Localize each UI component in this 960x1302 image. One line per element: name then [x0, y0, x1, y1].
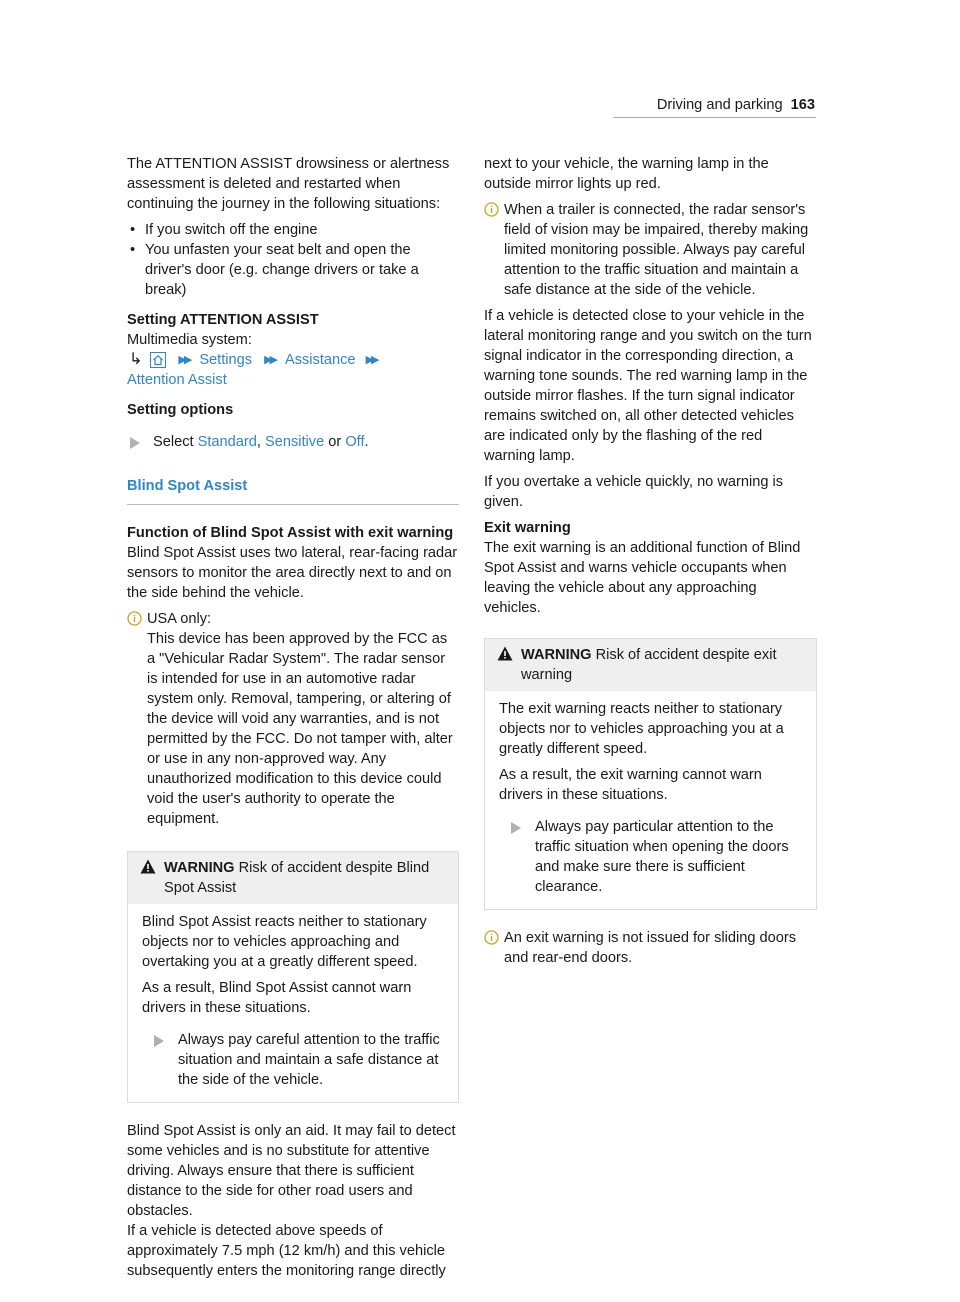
section-title: Driving and parking: [656, 97, 783, 113]
usa-title: USA only:: [147, 611, 212, 627]
info-icon: [484, 930, 499, 945]
options-heading: Setting options: [127, 402, 234, 418]
select-step: Select Standard, Sensitive or Off.: [127, 432, 459, 452]
warning-title: Risk of accident despite exit warning: [521, 647, 777, 683]
detect-paragraph: If a vehicle is detected above speeds of approximately 7.5 mph (12 km/h) and this vehicle subsequently enters the monitoring range directly: [127, 1223, 446, 1279]
function-heading: Function of Blind Spot Assist with exit warning: [127, 525, 454, 541]
turn-signal-paragraph: If a vehicle is detected close to your vehicle in the lateral monitoring range and you switch on the turn signal indicator in the corresponding direction, a warning tone sounds. The red warning lamp in the outside mirror flashes. If the turn signal indicator remains switched on, all other detected vehicles are indicated only by the flashing of the red warning lamp.: [484, 308, 812, 464]
warning-text: As a result, the exit warning cannot warn drivers in these situations.: [499, 767, 762, 803]
info-icon: [127, 611, 142, 626]
step-triangle-icon: [154, 1035, 164, 1047]
header-divider: [613, 117, 816, 118]
exit-warning-paragraph: The exit warning is an additional function of Blind Spot Assist and warns vehicle occupants when leaving the vehicle about any approaching vehicles.: [484, 540, 801, 616]
warning-title: Risk of accident despite Blind Spot Assist: [164, 860, 430, 896]
warning-step: Always pay careful attention to the traffic situation and maintain a safe distance at the side of the vehicle.: [142, 1030, 444, 1090]
function-paragraph: Blind Spot Assist uses two lateral, rear-facing radar sensors to monitor the area directly next to and on the side behind the vehicle.: [127, 545, 458, 601]
warning-text: As a result, Blind Spot Assist cannot warn drivers in these situations.: [142, 980, 412, 1016]
page-number: 163: [790, 97, 815, 113]
home-icon[interactable]: [150, 352, 166, 368]
double-chevron-right-icon: ▶▶: [365, 354, 377, 366]
right-column: [484, 154, 817, 968]
setting-heading: Setting ATTENTION ASSIST: [127, 312, 319, 328]
menu-path: [127, 350, 459, 390]
overtake-paragraph: If you overtake a vehicle quickly, no warning is given.: [484, 474, 784, 510]
warning-box: [484, 638, 817, 910]
warning-box: [127, 851, 459, 1103]
warning-triangle-icon: [497, 646, 513, 661]
warning-text: The exit warning reacts neither to stationary objects nor to vehicles approaching you at a greatly different speed.: [499, 701, 784, 757]
list-item: • If you switch off the engine: [127, 220, 459, 240]
double-chevron-right-icon: ▶▶: [264, 354, 275, 366]
double-chevron-right-icon: ▶▶: [178, 354, 190, 366]
attention-assist-link[interactable]: Attention Assist: [127, 372, 227, 388]
continued-paragraph: next to your vehicle, the warning lamp in the outside mirror lights up red.: [484, 156, 769, 192]
warning-step: Always pay particular attention to the traffic situation when opening the doors and make sure there is sufficient clearance.: [499, 817, 802, 897]
blind-spot-heading: Blind Spot Assist: [127, 476, 459, 505]
usa-text: This device has been approved by the FCC as a "Vehicular Radar System". The radar sensor is intended for use in an automotive radar system only. Removal, tampering, or altering of the device will void any warranties, and is not permitted by the FCC. Do not tamper with, alter or use in any non-approved way. Any unauthorized modification to this device could void the user's authority to operate the equipment.: [147, 631, 453, 827]
left-column: [127, 154, 459, 1281]
sliding-doors-note: [484, 928, 817, 968]
aid-paragraph: Blind Spot Assist is only an aid. It may fail to detect some vehicles and is no substitute for attentive driving. Always ensure that there is sufficient distance to the side for other road users and obstacles.: [127, 1123, 456, 1219]
assistance-link[interactable]: Assistance: [284, 352, 356, 368]
settings-link[interactable]: Settings: [199, 352, 253, 368]
situation-list: [127, 220, 459, 300]
arrow-down-right-icon: ↳: [129, 351, 143, 368]
sliding-doors-text: An exit warning is not issued for sliding doors and rear-end doors.: [504, 930, 797, 966]
step-triangle-icon: [511, 822, 521, 834]
multimedia-label: Multimedia system:: [127, 332, 252, 348]
info-icon: [484, 202, 499, 217]
warning-header: [485, 639, 816, 691]
warning-label: WARNING: [521, 647, 592, 663]
warning-body: [128, 904, 458, 1102]
exit-warning-heading: Exit warning: [484, 520, 571, 536]
warning-body: [485, 691, 816, 909]
list-item: • You unfasten your seat belt and open the driver's door (e.g. change drivers or take a break): [127, 240, 459, 300]
trailer-note: [484, 200, 817, 300]
trailer-note-text: When a trailer is connected, the radar sensor's field of vision may be impaired, thereby making limited monitoring possible. Always pay careful attention to the traffic situation and maintain a safe distance at the side of the vehicle.: [504, 202, 809, 298]
option-standard[interactable]: Standard: [197, 434, 257, 450]
option-off[interactable]: Off: [345, 434, 365, 450]
warning-triangle-icon: [140, 859, 156, 874]
warning-label: WARNING: [164, 860, 235, 876]
warning-text: Blind Spot Assist reacts neither to stationary objects nor to vehicles approaching and overtaking you at a greatly different speed.: [142, 914, 427, 970]
warning-header: [128, 852, 458, 904]
page-header: [657, 95, 815, 115]
option-sensitive[interactable]: Sensitive: [264, 434, 325, 450]
usa-note: [127, 609, 459, 829]
intro-paragraph: The ATTENTION ASSIST drowsiness or alertness assessment is deleted and restarted when continuing the journey in the following situations:: [127, 156, 450, 212]
step-triangle-icon: [130, 437, 140, 449]
